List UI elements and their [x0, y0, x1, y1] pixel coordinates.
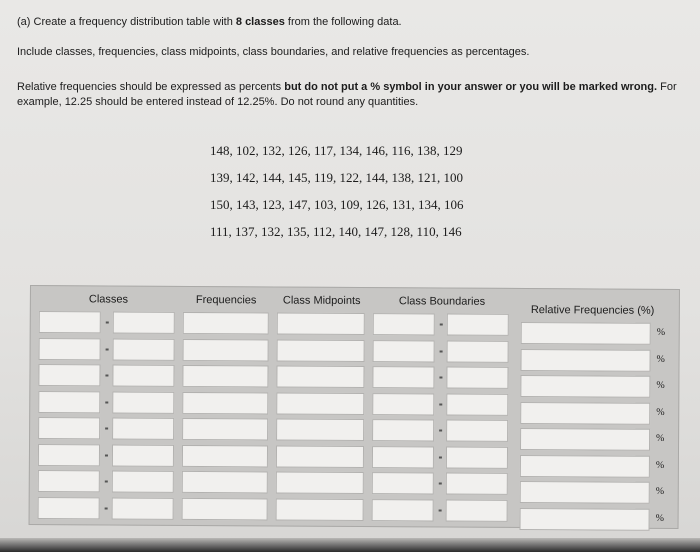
class-upper-input[interactable] [112, 471, 174, 493]
midpoint-input[interactable] [276, 472, 364, 495]
frequency-input[interactable] [182, 471, 268, 494]
boundary-separator [439, 509, 442, 511]
boundary-lower-input[interactable] [373, 313, 435, 335]
header-frequencies: Frequencies [195, 294, 257, 307]
relative-frequency-input[interactable] [520, 401, 650, 424]
data-row: 148, 102, 132, 126, 117, 134, 146, 116, 138, 129 [210, 143, 463, 158]
midpoint-input[interactable] [276, 392, 364, 415]
question-line-3-prefix: Relative frequencies should be expressed as percents [17, 81, 285, 93]
relative-frequency-input[interactable] [520, 348, 650, 371]
photo-bottom-edge [0, 538, 700, 552]
class-upper-input[interactable] [112, 365, 174, 387]
percent-symbol: % [656, 353, 665, 365]
boundary-upper-input[interactable] [447, 340, 509, 362]
boundary-lower-input[interactable] [372, 499, 434, 521]
data-row: 150, 143, 123, 147, 103, 109, 126, 131, 134, 106 [210, 197, 464, 212]
boundary-lower-input[interactable] [372, 472, 434, 494]
percent-symbol: % [656, 432, 665, 444]
frequency-input[interactable] [183, 338, 269, 361]
class-upper-input[interactable] [112, 418, 174, 440]
boundary-upper-input[interactable] [446, 367, 508, 389]
frequency-table [29, 285, 680, 529]
percent-symbol: % [655, 459, 665, 471]
class-separator [105, 454, 108, 456]
boundary-lower-input[interactable] [372, 393, 434, 415]
midpoint-input[interactable] [276, 419, 364, 442]
question-line-1 [17, 15, 402, 30]
class-separator [106, 321, 109, 323]
header-relative-frequencies: Relative Frequencies (%) [530, 304, 655, 317]
question-line-2: Include classes, frequencies, class midpoints, class boundaries, and relative frequencies as percentages. [17, 46, 530, 58]
data-row: 111, 137, 132, 135, 112, 140, 147, 128, 110, 146 [210, 224, 462, 239]
boundary-upper-input[interactable] [447, 314, 509, 336]
question-line-1-prefix: (a) Create a frequency distribution table with [17, 16, 236, 28]
boundary-upper-input[interactable] [446, 446, 508, 468]
relative-frequency-input[interactable] [520, 454, 650, 477]
header-class-boundaries: Class Boundaries [398, 295, 486, 308]
boundary-lower-input[interactable] [372, 446, 434, 468]
question-line-1-suffix: from the following data. [284, 16, 402, 28]
boundary-separator [439, 456, 442, 458]
boundary-upper-input[interactable] [446, 393, 508, 415]
class-lower-input[interactable] [38, 470, 100, 492]
class-upper-input[interactable] [113, 338, 175, 360]
class-lower-input[interactable] [38, 364, 100, 386]
boundary-lower-input[interactable] [372, 419, 434, 441]
frequency-input[interactable] [182, 444, 268, 467]
relative-frequency-input[interactable] [520, 481, 650, 504]
boundary-separator [439, 403, 442, 405]
percent-symbol: % [655, 485, 665, 497]
boundary-upper-input[interactable] [446, 420, 508, 442]
boundary-separator [440, 324, 443, 326]
class-upper-input[interactable] [113, 312, 175, 334]
boundary-separator [439, 377, 442, 379]
frequency-input[interactable] [182, 365, 268, 388]
percent-symbol: % [655, 512, 664, 524]
boundary-separator [439, 430, 442, 432]
class-upper-input[interactable] [112, 444, 174, 466]
boundary-lower-input[interactable] [372, 366, 434, 388]
question-line-3-bold: but do not put a % symbol in your answer or you will be marked wrong. [284, 81, 658, 93]
frequency-input[interactable] [183, 312, 269, 335]
relative-frequency-input[interactable] [521, 322, 651, 345]
class-lower-input[interactable] [38, 417, 100, 439]
frequency-input[interactable] [182, 497, 268, 520]
midpoint-input[interactable] [276, 498, 364, 521]
class-upper-input[interactable] [112, 391, 174, 413]
midpoint-input[interactable] [277, 313, 365, 336]
header-classes: Classes [88, 293, 129, 306]
percent-symbol: % [656, 379, 665, 391]
header-class-midpoints: Class Midpoints [282, 294, 361, 308]
midpoint-input[interactable] [276, 445, 364, 468]
boundary-lower-input[interactable] [373, 340, 435, 362]
question-line-1-bold: 8 classes [235, 16, 285, 28]
relative-frequency-input[interactable] [520, 428, 650, 451]
class-separator [105, 507, 108, 509]
class-lower-input[interactable] [38, 444, 100, 466]
class-lower-input[interactable] [39, 311, 101, 333]
boundary-separator [440, 350, 443, 352]
class-lower-input[interactable] [39, 338, 101, 360]
class-separator [105, 427, 108, 429]
class-separator [105, 480, 108, 482]
class-lower-input[interactable] [38, 497, 100, 519]
frequency-input[interactable] [182, 418, 268, 441]
boundary-separator [439, 483, 442, 485]
boundary-upper-input[interactable] [446, 499, 508, 521]
midpoint-input[interactable] [277, 339, 365, 362]
class-separator [106, 348, 109, 350]
boundary-upper-input[interactable] [446, 473, 508, 495]
midpoint-input[interactable] [276, 366, 364, 389]
class-lower-input[interactable] [38, 391, 100, 413]
data-set [210, 143, 464, 251]
frequency-input[interactable] [182, 391, 268, 414]
class-upper-input[interactable] [112, 497, 174, 519]
question-line-3 [17, 80, 693, 110]
percent-symbol: % [656, 326, 666, 338]
relative-frequency-input[interactable] [520, 507, 650, 530]
question-line-3-suffix: For example, 12.25 should be entered instead of 12.25%. Do not round any quantities. [17, 81, 677, 108]
data-row: 139, 142, 144, 145, 119, 122, 144, 138, 121, 100 [210, 170, 464, 185]
class-separator [105, 401, 108, 403]
relative-frequency-input[interactable] [520, 375, 650, 398]
percent-symbol: % [656, 406, 665, 418]
class-separator [105, 374, 108, 376]
